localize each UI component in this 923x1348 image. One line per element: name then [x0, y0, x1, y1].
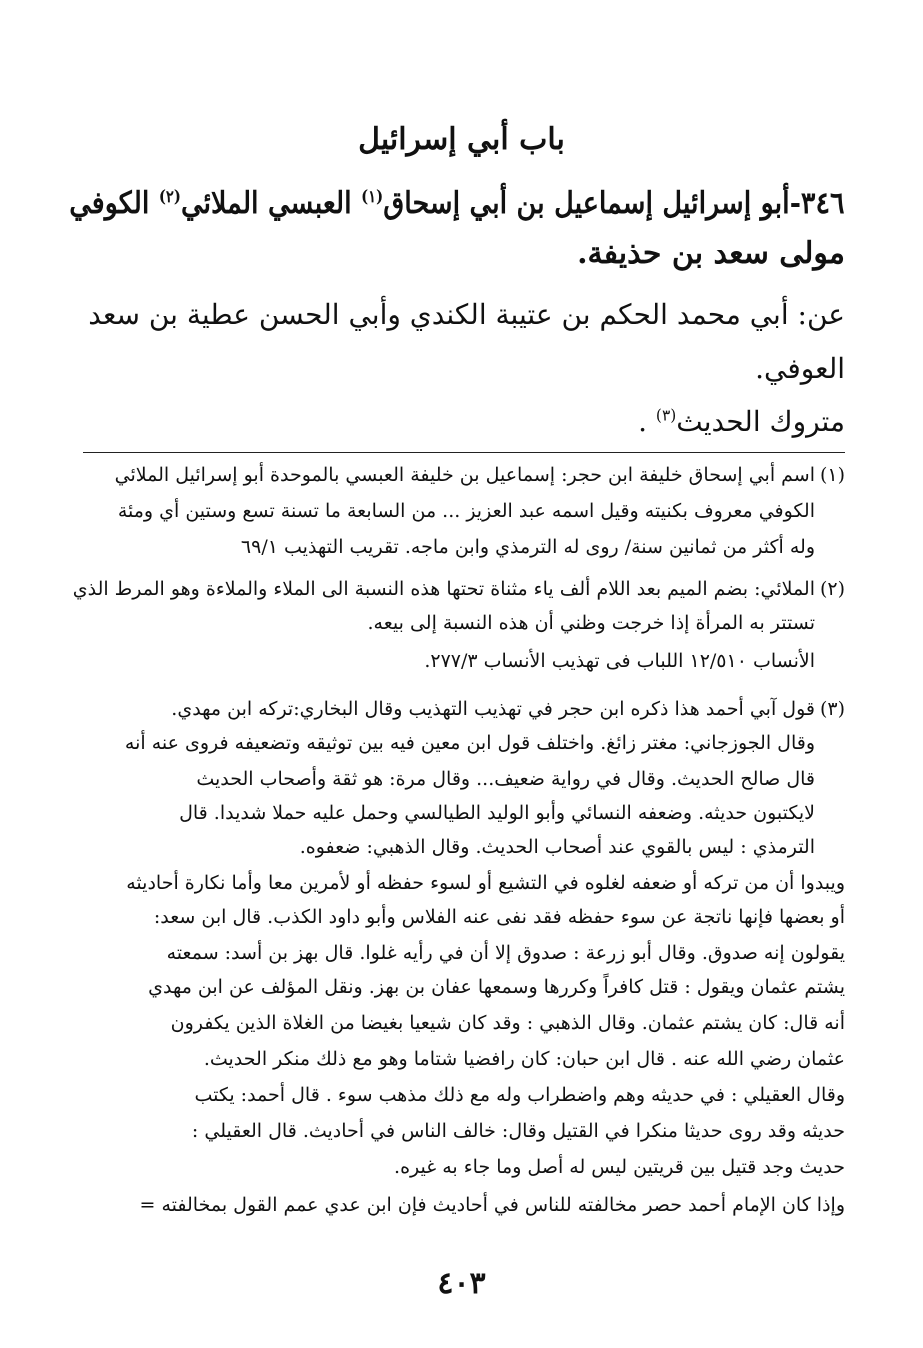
- footnote-1-line: وله أكثر من ثمانين سنة/ روى له الترمذي وابن ماجه. تقريب التهذيب ٦٩/١: [240, 536, 815, 558]
- footnote-separator: [83, 452, 845, 453]
- footnote-3-line: وإذا كان الإمام أحمد حصر مخالفته للناس في أحاديث فإن ابن عدي عمم القول بمخالفته =: [139, 1194, 845, 1216]
- footnote-2-marker: (٢): [819, 578, 845, 600]
- footnote-1-line: اسم أبي إسحاق خليفة ابن حجر: إسماعيل بن خليفة العبسي بالموحدة أبو إسرائيل الملائي: [114, 464, 815, 486]
- footnote-ref-1[interactable]: (١): [361, 187, 384, 206]
- footnote-3-line: قال صالح الحديث. وقال في رواية ضعيف... وقال مرة: هو ثقة وأصحاب الحديث: [196, 768, 815, 790]
- footnote-3-line: وقال العقيلي : في حديثه وهم واضطراب وله مع ذلك مذهب سوء . قال أحمد: يكتب: [194, 1084, 845, 1106]
- page-number: ٤٠٣: [437, 1266, 486, 1301]
- footnote-3-line: حديثه وقد روى حديثا منكرا في القتيل وقال: خالف الناس في أحاديث. قال العقيلي :: [191, 1120, 845, 1142]
- footnote-3-line: ويبدوا أن من تركه أو ضعفه لغلوه في التشيع أو لسوء حفظه أو لأمرين معا وأما نكارة أحاديثه: [126, 872, 845, 894]
- entry-heading-line2: مولى سعد بن حذيفة.: [577, 236, 845, 271]
- verdict-end: .: [638, 405, 656, 438]
- footnote-3-line: الترمذي : ليس بالقوي عند أصحاب الحديث. وقال الذهبي: ضعفوه.: [299, 836, 815, 858]
- verdict-line: [638, 405, 845, 438]
- footnote-1-marker: (١): [819, 464, 845, 486]
- teachers-line-end: العوفي.: [755, 352, 845, 385]
- entry-number: ٣٤٦: [801, 186, 845, 221]
- footnote-ref-2[interactable]: (٢): [159, 187, 182, 206]
- footnote-3-line: قول آبي أحمد هذا ذكره ابن حجر في تهذيب التهذيب وقال البخاري:تركه ابن مهدي.: [171, 698, 815, 720]
- footnote-2-line: الأنساب ١٢/٥١٠ اللباب فى تهذيب الأنساب ٢٧٧/٣.: [424, 650, 815, 672]
- footnote-3-line: أنه قال: كان يشتم عثمان. وقال الذهبي : وقد كان شيعيا بغيضا من الغلاة الذين يكفرون: [170, 1012, 845, 1034]
- footnote-2-line: الملائي: بضم الميم بعد اللام ألف ياء مثناة تحتها هذه النسبة الى الملاء والملاءة وهو المرط الذي: [72, 578, 815, 600]
- footnote-1-line: الكوفي معروف بكنيته وقيل اسمه عبد العزيز ... من السابعة ما تسنة تسع وستين أي ومئة: [117, 500, 815, 522]
- teachers-line: عن: أبي محمد الحكم بن عتيبة الكندي وأبي الحسن عطية بن سعد: [88, 298, 845, 331]
- footnote-3-line: لايكتبون حديثه. وضعفه النسائي وأبو الوليد الطيالسي وحمل عليه حملا شديدا. قال: [179, 802, 815, 824]
- verdict-text: متروك الحديث: [676, 405, 845, 438]
- footnote-3-marker: (٣): [819, 698, 845, 720]
- footnote-2-line: تستتر به المرأة إذا خرجت وظني أن هذه النسبة إلى بيعه.: [367, 612, 815, 634]
- entry-heading-nisba: العبسي الملائي: [181, 186, 362, 221]
- entry-heading-origin: الكوفي: [69, 186, 160, 221]
- footnote-3-line: حديث وجد قتيل بين قريتين ليس له أصل وما جاء به غيره.: [394, 1156, 845, 1178]
- footnote-3-line: يشتم عثمان ويقول : قتل كافراً وكررها وسمعها عفان بن بهز. ونقل المؤلف عن ابن مهدي: [148, 976, 845, 998]
- entry-heading-name: أبو إسرائيل إسماعيل بن أبي إسحاق: [383, 186, 791, 221]
- footnote-3-line: يقولون إنه صدوق. وقال أبو زرعة : صدوق إلا أن في رأيه غلوا. قال بهز بن أسد: سمعته: [166, 942, 845, 964]
- entry-heading: ٣٤٦-أبو إسرائيل إسماعيل بن أبي إسحاق$^{(١)}$ العبسي الملائي$^{(٢)}$ الكوفي: [69, 186, 845, 221]
- footnote-ref-3[interactable]: (٣): [655, 406, 677, 425]
- footnote-3-line: أو بعضها فإنها ناتجة عن سوء حفظه فقد نفى عنه الفلاس وأبو داود الكذب. قال ابن سعد:: [153, 906, 845, 928]
- footnote-3-line: وقال الجوزجاني: مغتر زائغ. واختلف قول ابن معين فيه بين توثيقه وتضعيفه فروى عنه أنه: [124, 732, 815, 754]
- footnote-3-line: عثمان رضي الله عنه . قال ابن حبان: كان رافضيا شتاما وهو مع ذلك منكر الحديث.: [203, 1048, 845, 1070]
- chapter-title: باب أبي إسرائيل: [358, 122, 565, 157]
